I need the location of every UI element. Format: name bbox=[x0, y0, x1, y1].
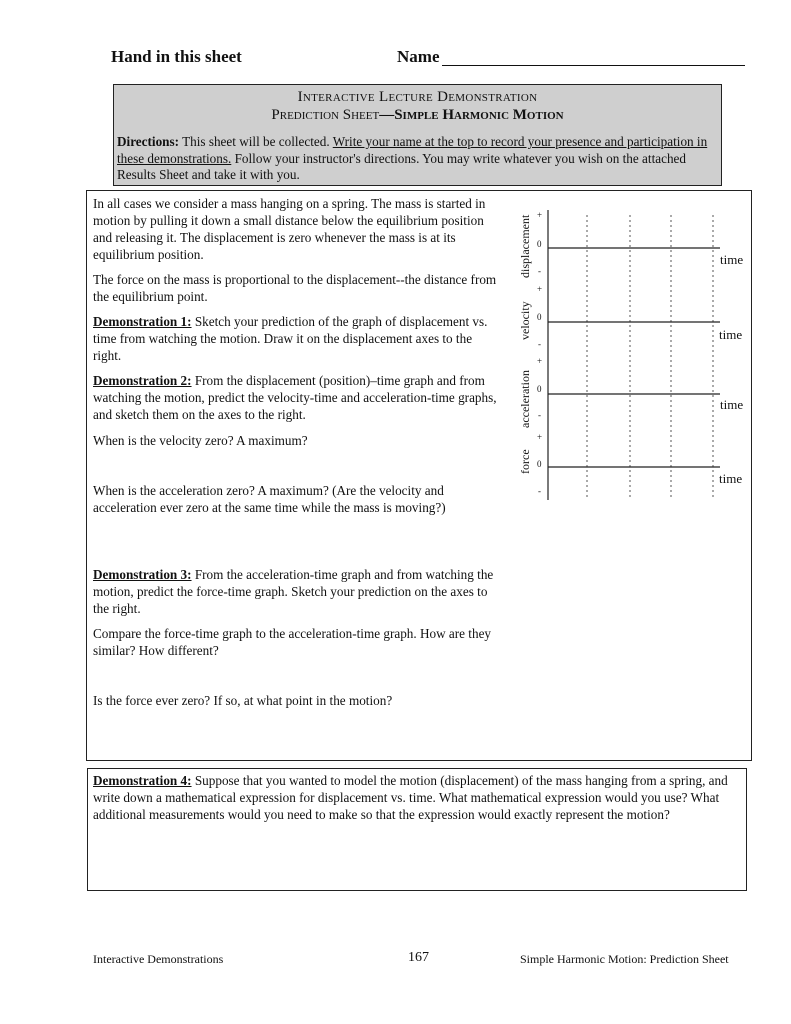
axis-label-displacement: displacement bbox=[518, 214, 532, 278]
tick-plus-velocity: + bbox=[537, 284, 543, 294]
tick-zero-acceleration: 0 bbox=[537, 384, 542, 394]
tick-plus-force: + bbox=[537, 432, 543, 442]
tick-plus-acceleration: + bbox=[537, 356, 543, 366]
footer-right: Simple Harmonic Motion: Prediction Sheet bbox=[520, 952, 729, 966]
demo4-text: Suppose that you wanted to model the motion (displacement) of the mass hanging from a spring, and write down a mathematical expression for displacement vs. time. What mathematical expression would you use? What additional measurements would you need to make so that the expression would exactly represent the motion? bbox=[93, 773, 728, 822]
directions-label: Directions: bbox=[117, 134, 180, 149]
demo1-paragraph bbox=[93, 313, 503, 364]
name-field[interactable] bbox=[442, 64, 745, 66]
footer-left: Interactive Demonstrations bbox=[93, 952, 224, 966]
directions-part1: This sheet will be collected. bbox=[182, 134, 330, 149]
header-subtitle-topic: —Simple Harmonic Motion bbox=[379, 107, 564, 123]
intro-paragraph-2: The force on the mass is proportional to the displacement--the distance from the equilibrium point. bbox=[93, 272, 497, 304]
time-label-force: time bbox=[719, 471, 743, 486]
tick-zero-displacement: 0 bbox=[537, 239, 542, 249]
demo3-paragraph bbox=[93, 566, 503, 617]
tick-zero-velocity: 0 bbox=[537, 312, 542, 322]
time-label-velocity: time bbox=[719, 327, 743, 342]
axis-label-velocity: velocity bbox=[518, 301, 532, 340]
time-label-displacement: time bbox=[720, 252, 744, 267]
dotted-grid bbox=[587, 215, 713, 500]
directions-part2: Write your name at the top to record your presence and participation in these demonstrations. bbox=[117, 134, 708, 166]
demo3-label: Demonstration 3: bbox=[93, 567, 192, 582]
name-label: Name bbox=[397, 47, 440, 66]
hand-in-label: Hand in this sheet bbox=[111, 47, 242, 66]
tick-minus-force: - bbox=[538, 486, 541, 496]
prediction-axes[interactable] bbox=[510, 205, 760, 505]
directions-part3: Follow your instructor's directions. You may write whatever you wish on the attached Results Sheet and take it with you. bbox=[117, 150, 686, 182]
tick-minus-velocity: - bbox=[538, 339, 541, 349]
tick-zero-force: 0 bbox=[537, 459, 542, 469]
demo4-paragraph bbox=[93, 772, 733, 823]
demo1-label: Demonstration 1: bbox=[93, 314, 192, 329]
demo4-label: Demonstration 4: bbox=[93, 773, 192, 788]
page-number: 167 bbox=[408, 950, 429, 965]
axis-label-acceleration: acceleration bbox=[518, 370, 532, 428]
demo2-paragraph bbox=[93, 372, 508, 423]
question-compare: Compare the force-time graph to the acceleration-time graph. How are they similar? How different? bbox=[93, 626, 492, 658]
tick-minus-displacement: - bbox=[538, 266, 541, 276]
demo3-text: From the acceleration-time graph and from watching the motion, predict the force-time graph. Sketch your prediction on the axes to the right. bbox=[93, 567, 494, 616]
tick-plus-displacement: + bbox=[537, 210, 543, 220]
demo2-label: Demonstration 2: bbox=[93, 373, 192, 388]
time-label-acceleration: time bbox=[720, 397, 744, 412]
question-acceleration: When is the acceleration zero? A maximum? (Are the velocity and acceleration ever zero at the same time while the mass is moving?) bbox=[93, 483, 446, 515]
directions bbox=[117, 134, 717, 184]
header-subtitle-prefix: Prediction Sheet bbox=[271, 107, 380, 123]
axis-label-force: force bbox=[518, 449, 532, 474]
question-force-zero: Is the force ever zero? If so, at what point in the motion? bbox=[93, 693, 393, 708]
header-subtitle bbox=[114, 107, 721, 124]
demo2-text: From the displacement (position)–time graph and from watching the motion, predict the velocity-time and acceleration-time graphs, and sketch them on the axes to the right. bbox=[93, 373, 497, 422]
demo1-text: Sketch your prediction of the graph of displacement vs. time from watching the motion. Draw it on the displacement axes to the right. bbox=[93, 314, 488, 363]
header-title: Interactive Lecture Demonstration bbox=[297, 89, 538, 105]
intro-paragraph-1: In all cases we consider a mass hanging on a spring. The mass is started in motion by pulling it down a small distance below the equilibrium position and releasing it. The displacement is zero whenever the mass is at its equilibrium position. bbox=[93, 196, 486, 262]
tick-minus-acceleration: - bbox=[538, 410, 541, 420]
header-box bbox=[113, 84, 722, 186]
question-velocity: When is the velocity zero? A maximum? bbox=[93, 433, 308, 448]
